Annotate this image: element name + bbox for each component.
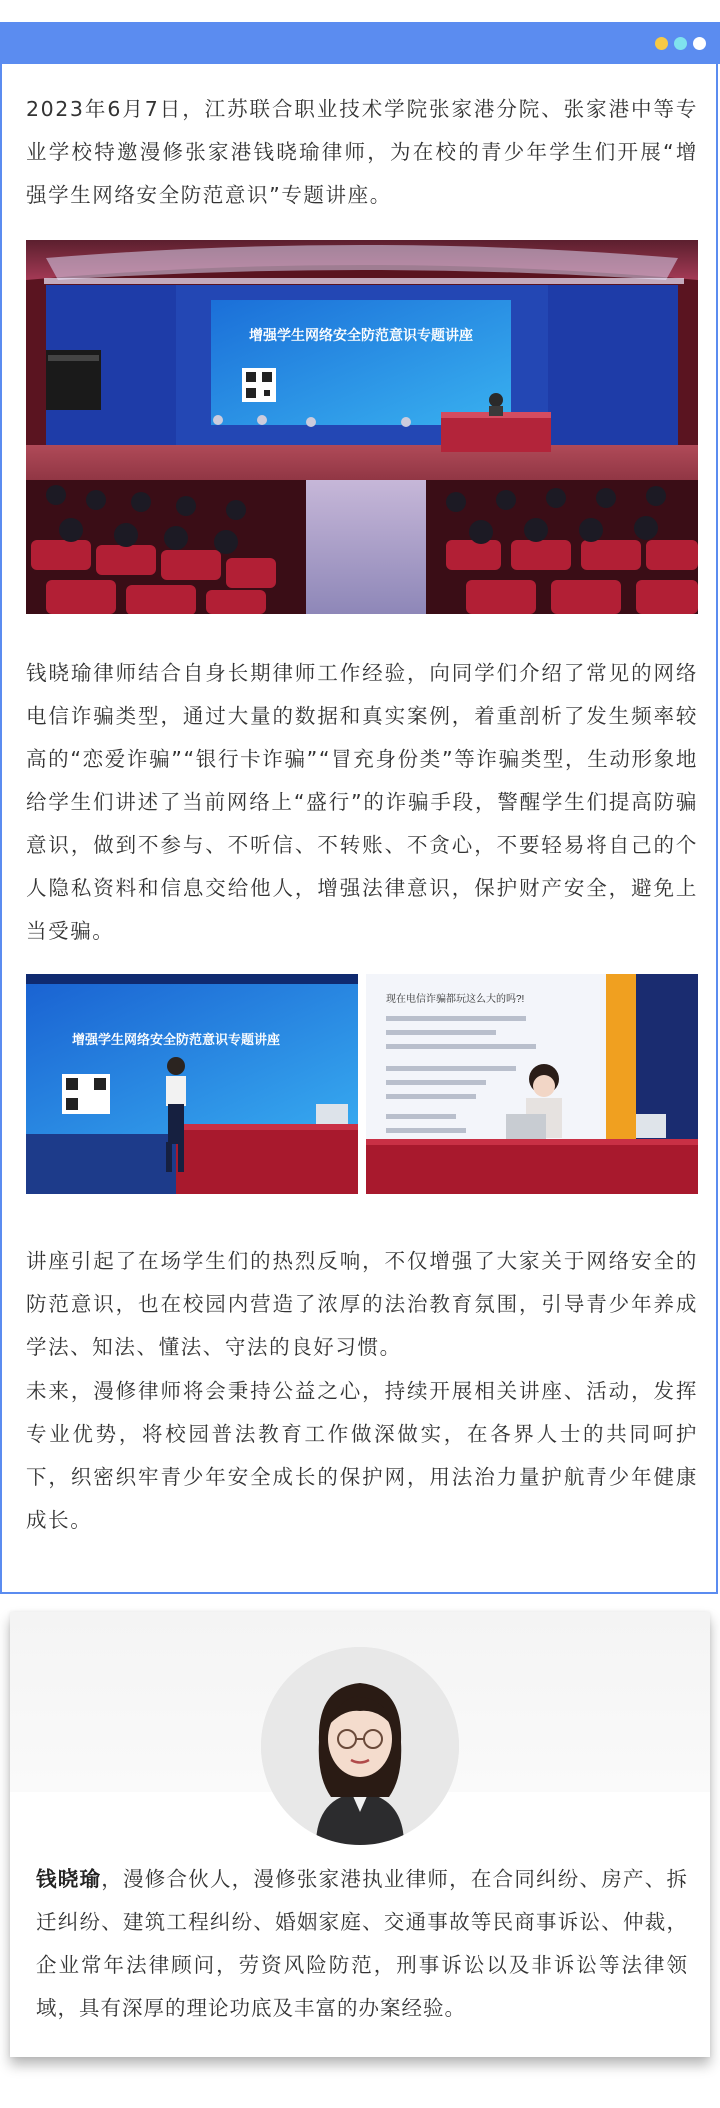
- cyan-dot-icon: [674, 37, 687, 50]
- lecture-hall-photo: [26, 240, 698, 614]
- future-paragraph: 未来，漫修律师将会秉持公益之心，持续开展相关讲座、活动，发挥专业优势，将校园普法教育工作做深做实，在各界人士的共同呵护下，织密织牢青少年安全成长的保护网，用法治力量护航青少年健康成长。: [26, 1379, 698, 1532]
- lawyer-profile-card: [10, 1612, 710, 2057]
- lecturer-at-desk-photo: [366, 974, 698, 1194]
- lawyer-name: 钱晓瑜: [36, 1867, 102, 1891]
- yellow-dot-icon: [655, 37, 668, 50]
- hall-screen-title: 增强学生网络安全防范意识专题讲座: [249, 327, 473, 343]
- window-dots: [655, 37, 706, 50]
- lawyer-bio-text: ，漫修合伙人，漫修张家港执业律师，在合同纠纷、房产、拆迁纠纷、建筑工程纠纷、婚姻家庭、交通事故等民商事诉讼、仲裁，企业常年法律顾问，劳资风险防范，刑事诉讼以及非诉讼等法律领域，具有深厚的理论功底及丰富的办案经验。: [36, 1867, 689, 2020]
- speaker-screen-title: 增强学生网络安全防范意识专题讲座: [71, 1032, 281, 1047]
- desk-screen-heading: 现在电信诈骗都玩这么大的吗?!: [386, 994, 525, 1005]
- white-dot-icon: [693, 37, 706, 50]
- speaker-photo: [26, 974, 358, 1194]
- card-header-bar: [0, 22, 720, 64]
- intro-paragraph: 2023年6月7日，江苏联合职业技术学院张家港分院、张家港中等专业学校特邀漫修张家港钱晓瑜律师，为在校的青少年学生们开展“增强学生网络安全防范意识”专题讲座。: [26, 97, 698, 207]
- article-card: [0, 22, 718, 1594]
- impact-paragraph: 讲座引起了在场学生们的热烈反响，不仅增强了大家关于网络安全的防范意识，也在校园内营造了浓厚的法治教育氛围，引导青少年养成学法、知法、懂法、守法的良好习惯。: [26, 1249, 698, 1359]
- lawyer-avatar: [261, 1647, 459, 1845]
- lecture-content-paragraph: 钱晓瑜律师结合自身长期律师工作经验，向同学们介绍了常见的网络电信诈骗类型，通过大量的数据和真实案例，着重剖析了发生频率较高的“恋爱诈骗”“银行卡诈骗”“冒充身份类”等诈骗类型，生动形象地给学生们讲述了当前网络上“盛行”的诈骗手段，警醒学生们提高防骗意识，做到不参与、不听信、不转账、不贪心，不要轻易将自己的个人隐私资料和信息交给他人，增强法律意识，保护财产安全，避免上当受骗。: [26, 661, 698, 943]
- lawyer-bio: [36, 1858, 688, 2030]
